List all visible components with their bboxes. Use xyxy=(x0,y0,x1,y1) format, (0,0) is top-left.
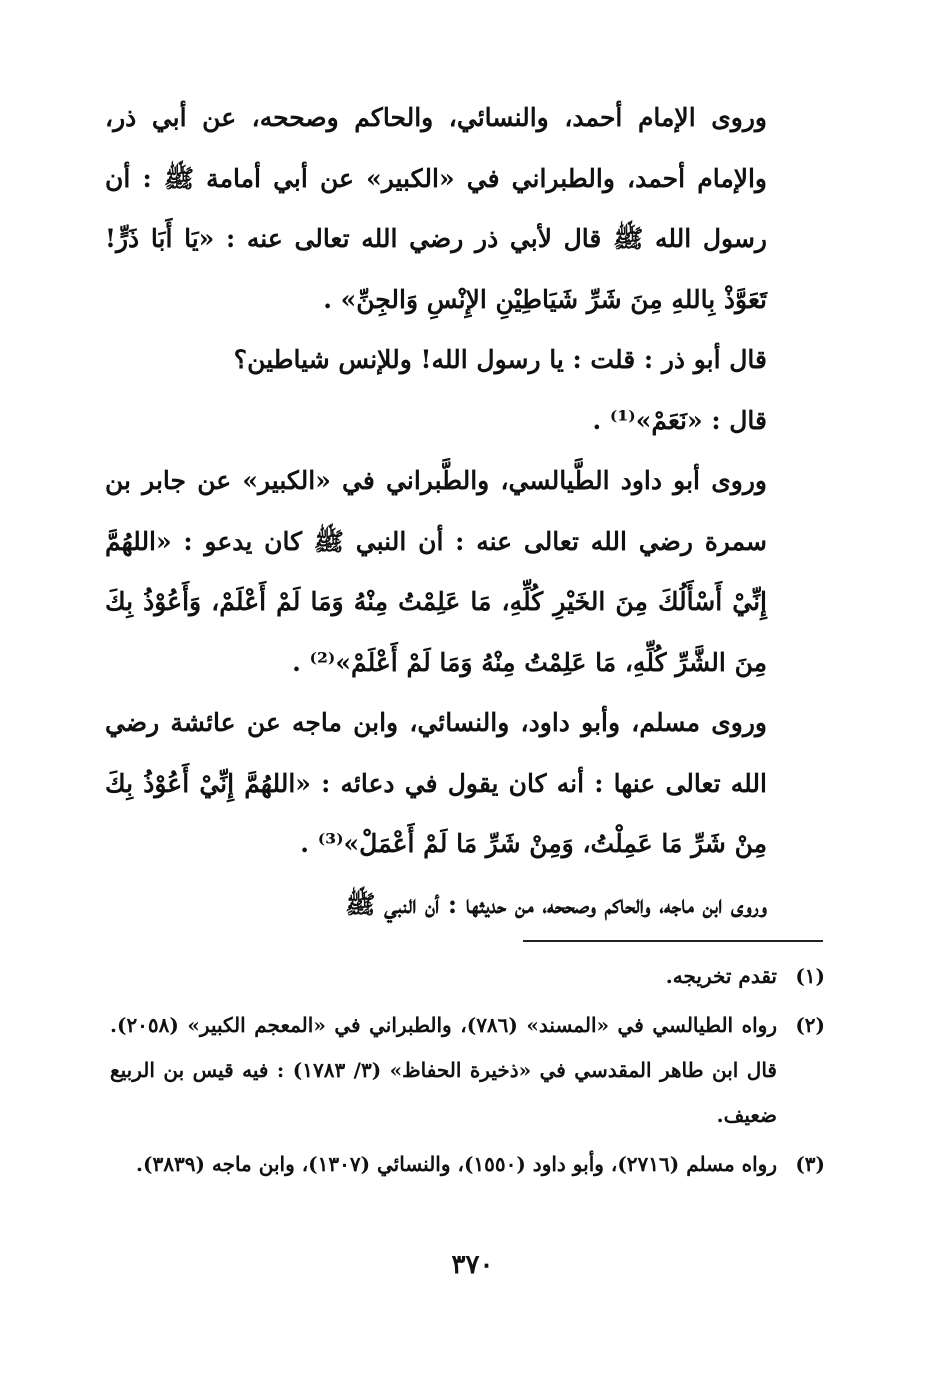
footnote-number: (٢) xyxy=(795,1013,825,1037)
footnote-3 xyxy=(110,1142,825,1187)
main-text xyxy=(105,88,825,935)
footnote-text: تقدم تخريجه. xyxy=(665,964,777,988)
paragraph-6: وروى ابن ماجه، والحاكم وصححه، من حديثها : أن النبي ﷺ xyxy=(345,889,767,919)
paragraph-3: قال : «نَعَمْ»⁽¹⁾ . xyxy=(592,405,767,435)
footnote-text: رواه مسلم (٢٧١٦)، وأبو داود (١٥٥٠)، والنسائي (١٣٠٧)، وابن ماجه (٣٨٣٩). xyxy=(136,1152,777,1176)
footnotes xyxy=(110,954,825,1191)
footnote-text: رواه الطيالسي في «المسند» (٧٨٦)، والطبراني في «المعجم الكبير» (٢٠٥٨). قال ابن طاهر المقدسي في «ذخيرة الحفاظ» (٣/ ١٧٨٣) : فيه قيس بن الربيع ضعيف. xyxy=(110,1013,778,1127)
footnote-2 xyxy=(110,1003,825,1138)
paragraph-4: وروى أبو داود الطَّيالسي، والطَّبراني في «الكبير» عن جابر بن سمرة رضي الله تعالى عنه : أن النبي ﷺ كان يدعو : «اللهُمَّ إِنِّيْ أَسْأَلُكَ مِنَ الخَيْرِ كُلِّهِ، مَا عَلِمْتُ مِنْهُ وَمَا لَمْ أَعْلَمْ، وَأَعُوْذُ بِكَ مِنَ الشَّرِّ كُلِّهِ، مَا عَلِمْتُ مِنْهُ وَمَا لَمْ أَعْلَمْ»⁽²⁾ . xyxy=(105,466,767,677)
footnote-1 xyxy=(110,954,825,999)
paragraph-1: وروى الإمام أحمد، والنسائي، والحاكم وصححه، عن أبي ذر، والإمام أحمد، والطبراني في «الكبير» عن أبي أمامة ﷺ : أن رسول الله ﷺ قال لأبي ذر رضي الله تعالى عنه : «يَا أَبَا ذَرٍّ! تَعَوَّذْ بِاللهِ مِنَ شَرِّ شَيَاطِيْنِ الإِنْسِ وَالجِنِّ» . xyxy=(105,103,767,314)
footnote-divider xyxy=(523,940,823,942)
page-number: ٣٧٠ xyxy=(451,1250,494,1280)
paragraph-2: قال أبو ذر : قلت : يا رسول الله! وللإنس شياطين؟ xyxy=(233,345,767,374)
paragraph-5: وروى مسلم، وأبو داود، والنسائي، وابن ماجه عن عائشة رضي الله تعالى عنها : أنه كان يقول في دعائه : «اللهُمَّ إِنِّيْ أَعُوْذُ بِكَ مِنْ شَرِّ مَا عَمِلْتُ، وَمِنْ شَرِّ مَا لَمْ أَعْمَلْ»⁽³⁾ . xyxy=(105,708,767,858)
footnote-number: (٣) xyxy=(795,1152,825,1176)
footnote-number: (١) xyxy=(795,964,825,988)
